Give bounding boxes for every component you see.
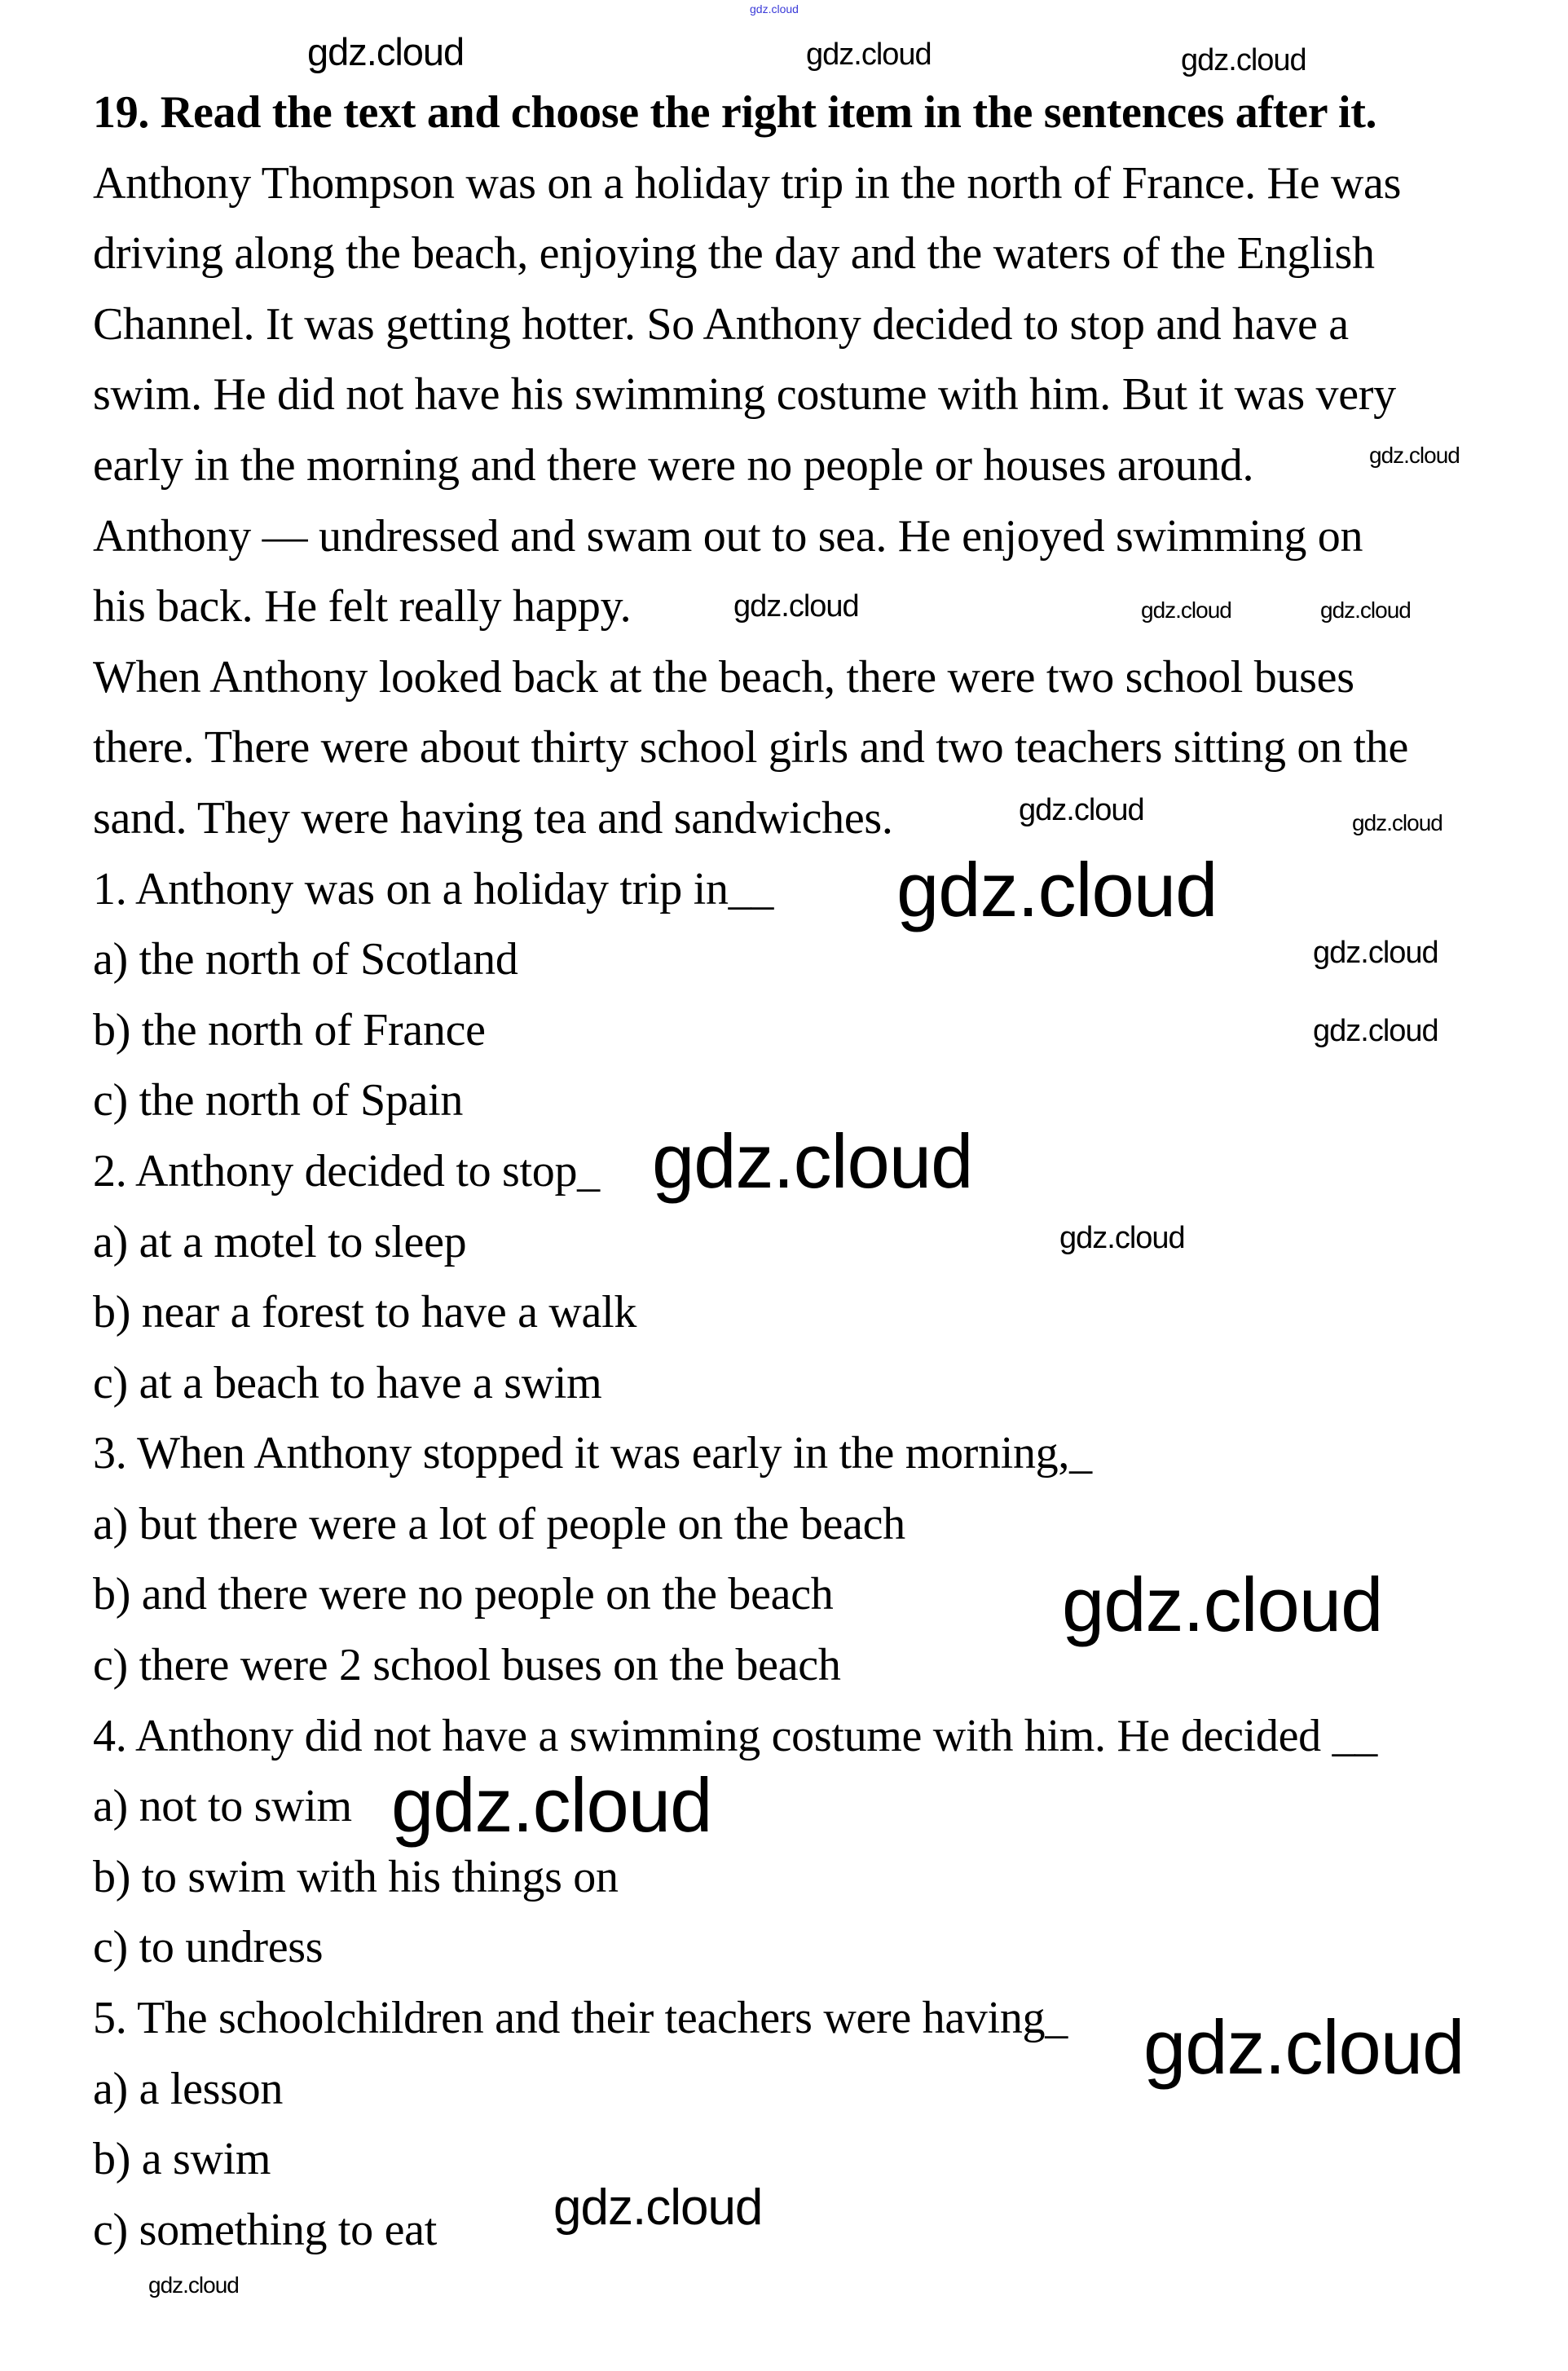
text-row (93, 501, 1552, 572)
watermark: gdz.cloud (733, 589, 859, 624)
option-row (93, 1207, 1552, 1278)
title-row (93, 77, 1552, 148)
text-row (93, 218, 1552, 289)
watermark: gdz.cloud (1019, 793, 1144, 827)
option-row (93, 1277, 1552, 1348)
option: b) near a forest to have a walk (93, 1287, 637, 1338)
text-line: Anthony — undressed and swam out to sea. He enjoyed swimming on (93, 510, 1363, 562)
option: a) the north of Scotland (93, 934, 518, 985)
option: a) not to swim (93, 1781, 352, 1832)
question-2: 2. Anthony decided to stop_ (93, 1145, 600, 1197)
option: a) a lesson (93, 2063, 284, 2114)
option-row (93, 2195, 1552, 2266)
option-row (93, 1489, 1552, 1560)
question-5: 5. The schoolchildren and their teachers were having_ (93, 1993, 1068, 2044)
option-row (93, 1912, 1552, 1983)
option: b) a swim (93, 2134, 271, 2185)
option-row (93, 1771, 1552, 1842)
option: b) to swim with his things on (93, 1851, 619, 1902)
text-row (93, 430, 1552, 501)
watermark: gdz.cloud (1059, 1221, 1185, 1255)
question-1: 1. Anthony was on a holiday trip in__ (93, 863, 774, 914)
watermark: gdz.cloud (1320, 597, 1411, 623)
text-line: Channel. It was getting hotter. So Anthony decided to stop and have a (93, 298, 1349, 350)
watermark: gdz.cloud (806, 37, 932, 72)
watermark: gdz.cloud (1062, 1562, 1383, 1647)
option-row (93, 2124, 1552, 2195)
watermark: gdz.cloud (391, 1762, 712, 1848)
option: a) but there were a lot of people on the beach (93, 1498, 905, 1549)
text-row (93, 289, 1552, 360)
text-line: driving along the beach, enjoying the day and the waters of the English (93, 228, 1375, 280)
exercise-title: 19. Read the text and choose the right item in the sentences after it. (93, 87, 1377, 138)
option: a) at a motel to sleep (93, 1216, 467, 1267)
option-row (93, 1842, 1552, 1913)
option-row (93, 1348, 1552, 1419)
watermark: gdz.cloud (1141, 597, 1231, 623)
text-row (93, 359, 1552, 430)
watermark: gdz.cloud (1143, 2004, 1464, 2090)
option: c) there were 2 school buses on the beach (93, 1640, 841, 1691)
watermark: gdz.cloud (1369, 443, 1460, 468)
text-line: his back. He felt really happy. (93, 581, 632, 632)
option: c) the north of Spain (93, 1075, 464, 1126)
watermark: gdz.cloud (1313, 936, 1438, 970)
option: b) the north of France (93, 1004, 486, 1055)
reading-text (93, 148, 1552, 854)
option: c) at a beach to have a swim (93, 1357, 602, 1408)
watermark: gdz.cloud (1352, 810, 1442, 835)
watermark: gdz.cloud (896, 847, 1218, 932)
option: b) and there were no people on the beach (93, 1569, 834, 1620)
watermark: gdz.cloud (148, 2272, 239, 2298)
question-4: 4. Anthony did not have a swimming costume with him. He decided __ (93, 1710, 1377, 1761)
watermark: gdz.cloud (652, 1118, 973, 1204)
text-line: sand. They were having tea and sandwiches. (93, 792, 893, 844)
text-line: swim. He did not have his swimming costume with him. But it was very (93, 369, 1396, 421)
text-line: Anthony Thompson was on a holiday trip in the north of France. He was (93, 157, 1402, 209)
watermark: gdz.cloud (307, 30, 465, 73)
question-row (93, 1418, 1552, 1489)
watermark: gdz.cloud (1313, 1014, 1438, 1048)
watermark: gdz.cloud (1181, 43, 1306, 77)
text-line: early in the morning and there were no people or houses around. (93, 439, 1254, 491)
option: c) something to eat (93, 2204, 437, 2255)
text-row (93, 783, 1552, 854)
watermark: gdz.cloud (553, 2179, 763, 2236)
question-row (93, 854, 1552, 925)
watermark: gdz.cloud (750, 2, 799, 15)
text-line: there. There were about thirty school girls and two teachers sitting on the (93, 722, 1408, 773)
text-row (93, 642, 1552, 713)
text-row (93, 712, 1552, 783)
question-3: 3. When Anthony stopped it was early in the morning,_ (93, 1428, 1092, 1479)
option: c) to undress (93, 1922, 324, 1973)
text-line: When Anthony looked back at the beach, there were two school buses (93, 651, 1354, 703)
question-row (93, 1701, 1552, 1772)
text-row (93, 148, 1552, 219)
